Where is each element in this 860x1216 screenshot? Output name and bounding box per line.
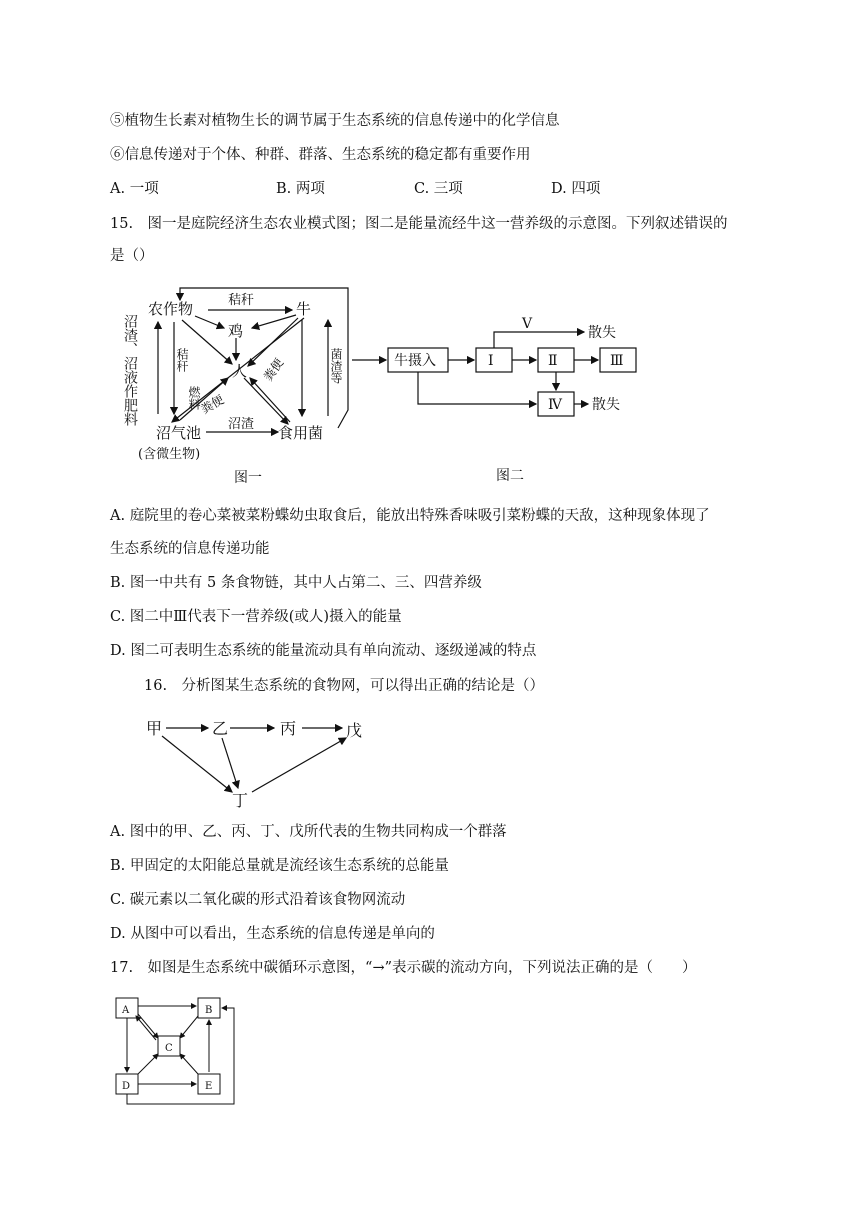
fig2-intake: 牛摄入 (394, 353, 436, 369)
fig1-straw-top: 秸秆 (228, 293, 255, 308)
q15-option-b: B. 图一中共有 5 条食物链，其中人占第二、三、四营养级 (110, 575, 482, 591)
fig1-microbes: (含微生物) (138, 447, 201, 462)
fig2-node-2: Ⅱ (548, 353, 558, 369)
fig2-node-1: Ⅰ (488, 353, 494, 369)
fig1-residue: 沼渣 (228, 417, 255, 432)
web-node-jia: 甲 (146, 719, 163, 738)
q15-option-c: C. 图二中Ⅲ代表下一营养级(或人)摄入的能量 (110, 609, 402, 625)
cycle-node-a: A (122, 1005, 130, 1016)
fig1-crops: 农作物 (148, 300, 194, 318)
q15-figure-2 (348, 308, 648, 488)
fig1-fungus-residue: 菌渣等 (329, 348, 343, 384)
fig1-left-label: 沼渣、沼液作肥料 (122, 314, 138, 426)
fig2-node-5: Ⅴ (522, 316, 533, 332)
fig1-fungus: 食用菌 (278, 424, 324, 442)
cycle-node-b: B (205, 1005, 213, 1016)
q14-option-a: A. 一项 (110, 181, 159, 197)
q16-food-web (140, 712, 380, 812)
q15-option-d: D. 图二可表明生态系统的能量流动具有单向流动、逐级递减的特点 (110, 643, 537, 659)
fig1-manure-cow: 粪便 (260, 356, 287, 384)
fig2-caption: 图二 (496, 468, 524, 484)
cycle-node-c: C (165, 1043, 173, 1054)
fig1-chicken: 鸡 (228, 322, 244, 340)
cycle-node-d: D (122, 1081, 131, 1092)
web-node-bing: 丙 (280, 719, 297, 738)
web-node-ding: 丁 (232, 791, 249, 810)
fig1-biogas: 沼气池 (156, 424, 202, 442)
fig1-human: 人 (232, 362, 248, 380)
q15-option-a: A. 庭院里的卷心菜被菜粉蝶幼虫取食后，能放出特殊香味吸引菜粉蝶的天敌，这种现象体现了 (110, 508, 710, 524)
statement-5: ⑤植物生长素对植物生长的调节属于生态系统的信息传递中的化学信息 (110, 113, 560, 129)
q17-stem: 17. 如图是生态系统中碳循环示意图，“→”表示碳的流动方向，下列说法正确的是（ ） (110, 960, 697, 976)
q15-figure-1 (110, 282, 360, 492)
q16-stem: 16. 分析图某生态系统的食物网，可以得出正确的结论是（） (144, 678, 545, 694)
web-node-wu: 戊 (346, 721, 363, 740)
q17-carbon-cycle (110, 992, 244, 1108)
q14-option-c: C. 三项 (414, 181, 463, 197)
fig1-manure-human: 粪便 (198, 392, 227, 417)
q16-option-c: C. 碳元素以二氧化碳的形式沿着该食物网流动 (110, 892, 406, 908)
q16-option-b: B. 甲固定的太阳能总量就是流经该生态系统的总能量 (110, 858, 449, 874)
fig2-node-4: Ⅳ (548, 397, 562, 413)
fig2-node-1-box (476, 348, 512, 372)
web-node-yi: 乙 (212, 719, 229, 738)
fig1-caption: 图一 (234, 470, 262, 486)
fig1-fuel: 燃料 (187, 386, 201, 410)
fig2-node-3: Ⅲ (610, 353, 624, 369)
q15-stem: 15. 图一是庭院经济生态农业模式图；图二是能量流经牛这一营养级的示意图。下列叙述错误的 (110, 216, 728, 232)
q15-option-a-cont: 生态系统的信息传递功能 (110, 541, 270, 557)
statement-6: ⑥信息传递对于个体、种群、群落、生态系统的稳定都有重要作用 (110, 147, 531, 163)
fig1-straw-left: 秸秆 (175, 348, 189, 372)
fig1-cow: 牛 (296, 300, 312, 318)
fig2-loss-2: 散失 (592, 397, 620, 413)
fig2-loss-1: 散失 (588, 325, 616, 341)
q14-option-d: D. 四项 (551, 181, 601, 197)
q14-option-b: B. 两项 (276, 181, 325, 197)
cycle-node-e: E (205, 1081, 213, 1092)
q15-stem-cont: 是（） (110, 248, 154, 264)
q16-option-a: A. 图中的甲、乙、丙、丁、戊所代表的生物共同构成一个群落 (110, 824, 507, 840)
q16-option-d: D. 从图中可以看出，生态系统的信息传递是单向的 (110, 926, 435, 942)
